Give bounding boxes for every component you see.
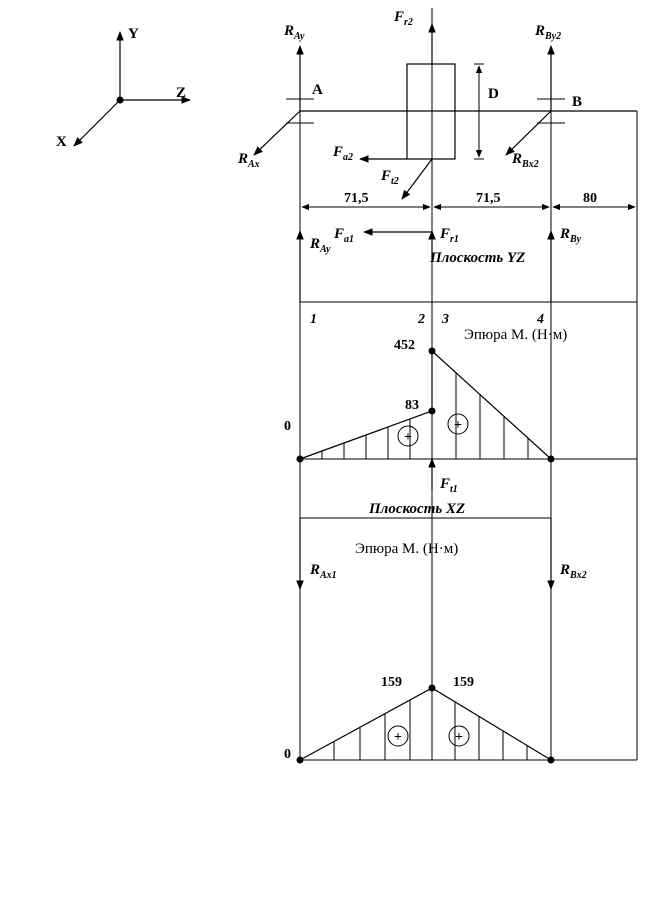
yz-moment-outline <box>300 351 551 459</box>
yz-node-2 <box>429 408 436 415</box>
svg-text:+: + <box>455 730 463 745</box>
coordinate-axes <box>56 26 190 150</box>
dim-segment-2: 71,5 <box>476 191 501 206</box>
arrow-r-ax <box>254 111 300 155</box>
y-axis-label: Y <box>128 26 139 42</box>
top-forces <box>237 9 561 199</box>
label-r-ay-yz: $R_{Ay}$ <box>310 236 331 255</box>
label-f-a1: $F_{a1}$ <box>334 226 355 245</box>
label-r-ax1: $R_{Ax1}$ <box>310 562 337 581</box>
label-f-r1: $F_{r1}$ <box>440 226 459 245</box>
xz-moment-outline <box>300 688 551 760</box>
yz-value-452: 452 <box>394 338 415 353</box>
origin-dot <box>117 97 124 104</box>
point-d-label: D <box>488 86 499 102</box>
moment-title-xz: Эпюра M. (Н·м) <box>355 541 459 557</box>
section-label-4: 4 <box>537 312 544 327</box>
label-f-a2: $F_{a2}$ <box>333 144 354 163</box>
point-b-label: B <box>572 94 583 110</box>
label-r-by2: $R_{By2}$ <box>535 23 562 42</box>
plane-xz-loads <box>300 459 587 589</box>
xz-node-peak <box>429 685 436 692</box>
yz-node-4 <box>548 456 555 463</box>
plane-xz-title: Плоскость XZ <box>369 501 466 517</box>
yz-node-3 <box>429 348 436 355</box>
dim-segment-3: 80 <box>583 191 597 206</box>
section-label-1: 1 <box>310 312 317 327</box>
section-label-2: 2 <box>418 312 425 327</box>
plane-yz-loads <box>300 226 637 343</box>
label-f-t2: $F_{t2}$ <box>381 168 399 187</box>
svg-text:+: + <box>454 418 462 433</box>
arrow-f-t2 <box>402 159 432 199</box>
label-f-t1: $F_{t1}$ <box>440 476 458 495</box>
section-label-3: 3 <box>442 312 449 327</box>
plane-yz-title: Плоскость YZ <box>430 250 526 266</box>
xz-node-4 <box>548 757 555 764</box>
moment-diagram-xz <box>284 675 637 764</box>
moment-diagram-yz <box>284 338 637 463</box>
xz-value-zero: 0 <box>284 747 291 762</box>
dimension-line <box>302 191 635 207</box>
label-f-r2: $F_{r2}$ <box>394 9 413 28</box>
svg-text:+: + <box>404 430 412 445</box>
label-r-bx2-xz: $R_{Bx2}$ <box>560 562 587 581</box>
label-r-ax: $R_{Ax}$ <box>238 151 260 170</box>
arrow-r-bx2-top <box>506 111 551 155</box>
point-a-label: A <box>312 82 323 98</box>
xz-node-1 <box>297 757 304 764</box>
x-axis-label: X <box>56 134 67 150</box>
yz-node-1 <box>297 456 304 463</box>
dim-segment-1: 71,5 <box>344 191 369 206</box>
label-r-bx2-top: $R_{Bx2}$ <box>512 151 539 170</box>
xz-value-left-159: 159 <box>381 675 402 690</box>
yz-value-83: 83 <box>405 398 419 413</box>
yz-value-zero: 0 <box>284 419 291 434</box>
x-axis <box>74 100 120 146</box>
z-axis-label: Z <box>176 85 187 101</box>
label-r-by-yz: $R_{By}$ <box>560 226 582 245</box>
label-r-ay-top: $R_{Ay}$ <box>284 23 305 42</box>
xz-value-right-159: 159 <box>453 675 474 690</box>
moment-title-yz: Эпюра M. (Н·м) <box>464 327 568 343</box>
svg-text:+: + <box>394 730 402 745</box>
